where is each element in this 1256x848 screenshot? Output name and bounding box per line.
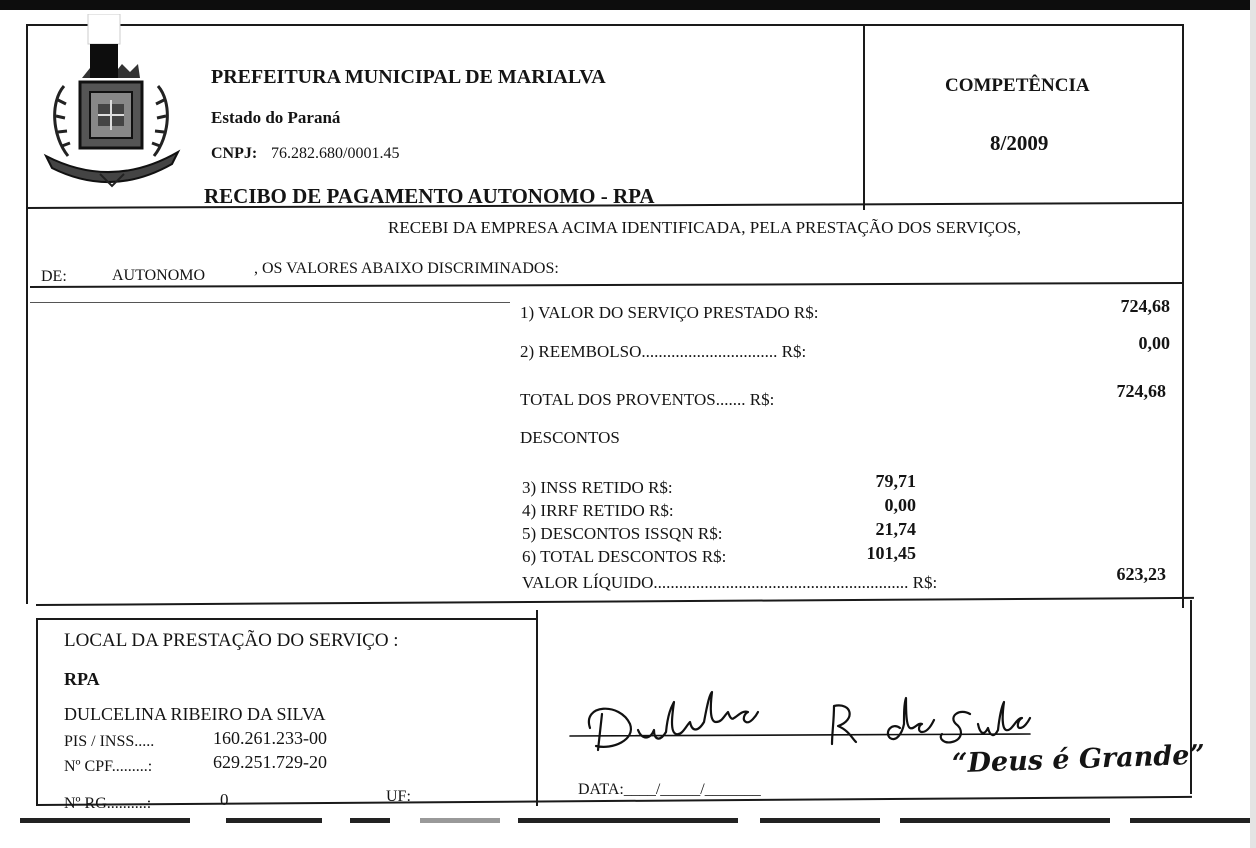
scan-top-border [0,0,1256,10]
cpf-label: Nº CPF.........: [64,758,153,775]
liquido-value: 623,23 [1116,564,1166,584]
total-proventos-label: TOTAL DOS PROVENTOS....... R$: [520,390,775,409]
footer-top-left [36,618,538,620]
total-descontos-value: 101,45 [866,543,916,563]
cnpj-value: 76.282.680/0001.45 [271,145,400,162]
payee-name: DULCELINA RIBEIRO DA SILVA [64,704,326,724]
motto-stamp: “Deus é Grande” [951,739,1206,780]
frame-left [26,24,28,604]
uf-label: UF: [386,788,411,805]
servico-value: 724,68 [1120,296,1170,316]
total-descontos-label: 6) TOTAL DESCONTOS R$: [522,547,727,566]
issqn-label: 5) DESCONTOS ISSQN R$: [522,524,723,543]
competencia-label: COMPETÊNCIA [945,75,1090,96]
frame-right [1182,24,1184,608]
reembolso-value: 0,00 [1138,333,1170,353]
values-bottom-line [36,597,1194,606]
liquido-label: VALOR LÍQUIDO............................................................ R$: [522,573,938,592]
scan-right-border [1250,0,1256,848]
svg-text:MARIALVA: MARIALVA [88,160,136,170]
intro-bottom-line-thin [30,302,510,303]
document-title: RECIBO DE PAGAMENTO AUTONOMO - RPA [204,184,655,208]
irrf-value: 0,00 [884,495,916,515]
pis-label: PIS / INSS..... [64,733,155,750]
institution-name: PREFEITURA MUNICIPAL DE MARIALVA [211,66,606,88]
date-field: DATA:____/_____/_______ [578,781,761,798]
footer-divider [536,610,538,806]
inss-value: 79,71 [875,471,916,491]
de-label: DE: [41,268,67,285]
total-proventos-value: 724,68 [1116,381,1166,401]
pis-value: 160.261.233-00 [213,728,327,748]
local-label: LOCAL DA PRESTAÇÃO DO SERVIÇO : [64,630,399,651]
competencia-value: 8/2009 [990,131,1049,155]
rg-value: 0 [220,790,229,809]
footer-left [36,620,38,806]
rg-label: Nº RG..........: [64,795,152,812]
descontos-heading: DESCONTOS [520,428,620,447]
header-divider-vertical [863,26,865,210]
inss-label: 3) INSS RETIDO R$: [522,478,673,497]
reembolso-label: 2) REEMBOLSO................................ R$: [520,342,807,361]
binder-clip-icon [84,14,124,80]
servico-label: 1) VALOR DO SERVIÇO PRESTADO R$: [520,303,819,322]
de-value: AUTONOMO [112,267,206,284]
local-value: RPA [64,669,100,689]
intro-line-1: RECEBI DA EMPRESA ACIMA IDENTIFICADA, PELA PRESTAÇÃO DOS SERVIÇOS, [388,218,1021,237]
cnpj-label: CNPJ: [211,145,258,162]
scan-bottom-artifacts [20,814,1256,826]
issqn-value: 21,74 [875,519,916,539]
irrf-label: 4) IRRF RETIDO R$: [522,501,674,520]
cpf-value: 629.251.729-20 [213,752,327,772]
state-name: Estado do Paraná [211,108,341,127]
frame-top [26,24,1184,26]
intro-line-2: , OS VALORES ABAIXO DISCRIMINADOS: [254,260,559,277]
